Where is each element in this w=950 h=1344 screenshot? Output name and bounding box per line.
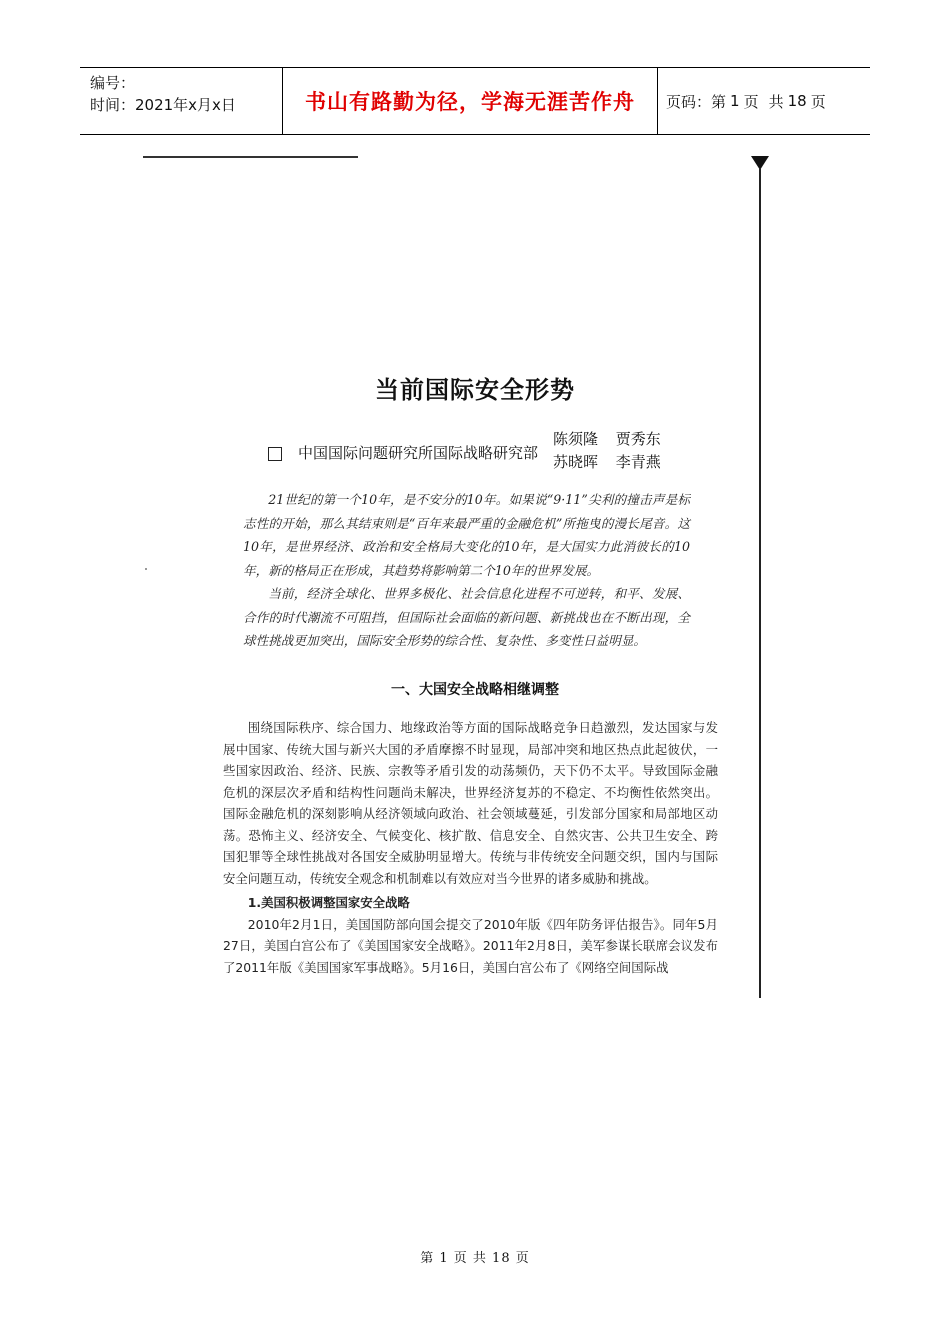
author-row	[553, 428, 674, 451]
document-header	[80, 67, 870, 135]
author-list	[553, 428, 674, 474]
page-label: 页码：第	[666, 92, 727, 111]
abstract-paragraph: 21世纪的第一个10年，是不安分的10年。如果说“9·11”尖利的撞击声是标志性的开始，那么其结束则是“百年来最严重的金融危机”所拖曳的漫长尾音。这10年，是世界经济、政治和安全格局大变化的10年，是大国实力此消彼长的10年，新的格局正在形成，其趋势将影响第二个10年的世界发展。	[243, 492, 690, 578]
body-paragraph: 围绕国际秩序、综合国力、地缘政治等方面的国际战略竞争日趋激烈，发达国家与发展中国家、传统大国与新兴大国的矛盾摩擦不时显现，局部冲突和地区热点此起彼伏，一些国家因政治、经济、民族、宗教等矛盾引发的动荡频仍，天下仍不太平。导致国际金融危机的深层次矛盾和结构性问题尚未解决，世界经济复苏的不稳定、不均衡性依然突出。国际金融危机的深刻影响从经济领域向政治、社会领域蔓延，引发部分国家和局部地区动荡。恐怖主义、经济安全、气候变化、核扩散、信息安全、自然灾害、公共卫生安全、跨国犯罪等全球性挑战对各国安全威胁明显增大。传统与非传统安全问题交织，国内与国际安全问题互动，传统安全观念和机制难以有效应对当今世界的诸多威胁和挑战。	[223, 720, 718, 886]
document-time-label: 时间：2021年x月x日	[90, 96, 236, 114]
scan-top-rule	[143, 156, 358, 158]
page-number: 1	[730, 92, 740, 110]
section-heading: 一、大国安全战略相继调整	[391, 682, 559, 698]
author-row	[553, 451, 674, 474]
article-abstract	[243, 488, 690, 653]
scan-speck	[145, 568, 147, 570]
checkbox-square-icon	[268, 447, 282, 461]
author-name: 贾秀东	[615, 430, 661, 448]
scan-right-rule	[759, 168, 761, 998]
total-number: 18	[787, 92, 807, 110]
header-page-info	[658, 68, 870, 134]
abstract-paragraph: 当前，经济全球化、世界多极化、社会信息化进程不可逆转，和平、发展、合作的时代潮流不可阻挡，但国际社会面临的新问题、新挑战也在不断出现，全球性挑战更加突出，国际安全形势的综合性、复杂性、多变性日益明显。	[243, 586, 690, 648]
author-name: 李青燕	[615, 453, 661, 471]
total-label: 共	[768, 92, 784, 111]
total-unit: 页	[810, 92, 826, 111]
header-motto: 书山有路勤为径，学海无涯苦作舟	[283, 68, 658, 134]
page-footer: 第 1 页 共 18 页	[420, 1251, 530, 1266]
article-title: 当前国际安全形势	[375, 375, 575, 404]
article-body	[223, 717, 718, 978]
document-number-label: 编号：	[90, 74, 136, 92]
body-paragraph: 2010年2月1日，美国国防部向国会提交了2010年版《四年防务评估报告》。同年5月27日，美国白宫公布了《美国国家安全战略》。2011年2月8日，美军参谋长联席会议发布了2011年版《美国国家军事战略》。5月16日，美国白宫公布了《网络空间国际战	[223, 916, 718, 975]
subsection-heading: 1.美国积极调整国家安全战略	[247, 895, 410, 910]
author-name: 陈须隆	[553, 430, 599, 448]
author-organization: 中国国际问题研究所国际战略研究部	[298, 444, 539, 462]
author-name: 苏晓晖	[553, 453, 599, 471]
header-meta	[80, 68, 283, 134]
page-unit: 页	[743, 92, 759, 111]
